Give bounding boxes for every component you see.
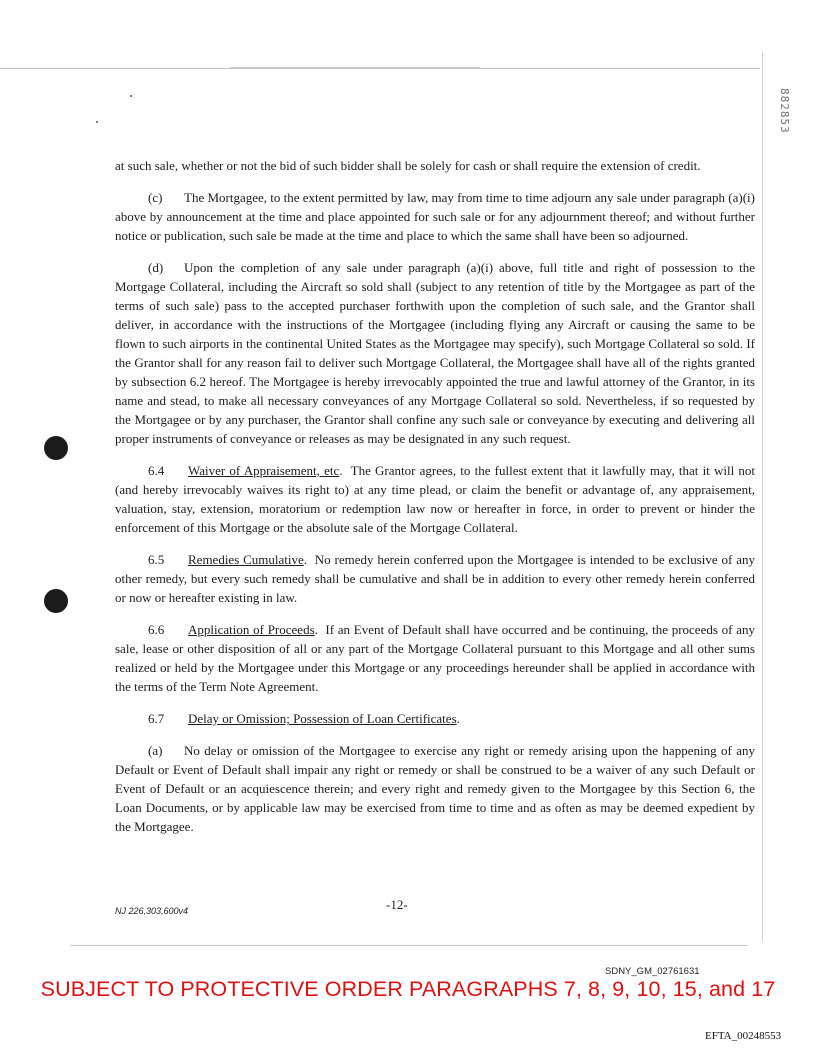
section-6-5: 6.5 Remedies Cumulative. No remedy herein conferred upon the Mortgagee is intended to be exclusive of any other remedy, but every such remedy shall be cumulative and shall be in addition to every other remedy herein conferred or now or hereafter existing in law.: [115, 552, 755, 605]
paragraph-a-text: No delay or omission of the Mortgagee to exercise any right or remedy arising upon the happening of any Default or Event of Default shall impair any right or remedy or shall be construed to be a waiver of any such Default or Event of Default or an acquiescence therein; and every right and remedy given to the Mortgagee by this Section 6, the Loan Documents, or by applicable law may be exercised from time to time and as often as may be deemed expedient by the Mortgagee.: [115, 743, 755, 834]
scan-stamp-code: 882853: [778, 88, 791, 134]
efta-number: EFTA_00248553: [705, 1030, 782, 1042]
paragraph-continuation: at such sale, whether or not the bid of such bidder shall be solely for cash or shall require the extension of credit.: [115, 158, 701, 173]
section-6-4-heading: Waiver of Appraisement, etc: [188, 463, 340, 478]
scan-right-edge: [762, 52, 763, 942]
paragraph-c-label: (c): [148, 190, 163, 205]
section-6-4-text: The Grantor agrees, to the fullest extent that it lawfully may, that it will not (and hereby irrevocably waives its right to) at any time plead, or claim the benefit or advantage of, any appraisement, valuation, stay, extension, moratorium or redemption law now or hereafter in force, in order to prevent or hinder the enforcement of this Mortgage or the absolute sale of the Mortgage Collateral.: [115, 463, 756, 535]
section-6-5-heading: Remedies Cumulative: [188, 552, 304, 567]
section-6-6-number: 6.6: [148, 622, 165, 637]
scan-bottom-rule: [70, 945, 748, 946]
protective-order-banner: SUBJECT TO PROTECTIVE ORDER PARAGRAPHS 7, 8, 9, 10, 15, and 17: [40, 977, 776, 1001]
paragraph-c-text: The Mortgagee, to the extent permitted by law, may from time to time adjourn any sale under paragraph (a)(i) above by announcement at the time and place appointed for such sale or for any adjournment thereof; and without further notice or publication, such sale be made at the time and place to which the same shall have been so adjourned.: [115, 190, 755, 243]
section-6-6-text: If an Event of Default shall have occurred and be continuing, the proceeds of any sale, lease or other disposition of all or any part of the Mortgage Collateral pursuant to this Mortgage and all other sums realized or held by the Mortgagee under this Mortgage or any proceedings hereunder shall be applied in accordance with the terms of the Term Note Agreement.: [115, 622, 755, 694]
scan-speck: [96, 121, 98, 123]
scan-top-rule: [0, 68, 760, 69]
bates-number: SDNY_GM_02761631: [605, 966, 700, 977]
section-6-5-text: No remedy herein conferred upon the Mortgagee is intended to be exclusive of any other remedy, but every such remedy shall be cumulative and shall be in addition to every other remedy herein conferred or now or hereafter existing in law.: [115, 552, 755, 605]
paragraph-d-text: Upon the completion of any sale under paragraph (a)(i) above, full title and right of possession to the Mortgage Collateral, including the Aircraft so sold shall (subject to any retention of title by the Mortgagee as part of the terms of such sale) pass to the accepted purchaser forthwith upon the completion of such sale, and the Grantor shall deliver, in accordance with the instructions of the Mortgagee (including flying any Aircraft or causing the same to be flown to such airports in the continental United States as the Mortgagee may specify), such Mortgage Collateral so sold. If the Grantor shall for any reason fail to deliver such Mortgage Collateral, the Mortgagee shall have all of the rights granted by subsection 6.2 hereof. The Mortgagee is hereby irrevocably appointed the true and lawful attorney of the Grantor, in its name and stead, to make all necessary conveyances of any Mortgage Collateral so sold. Nevertheless, if so requested by the Mortgagee or by any purchaser, the Grantor shall confine any such sale or conveyance by executing and delivering all proper instruments of conveyance or releases as may be designated in any such request.: [115, 260, 755, 446]
scan-speck: [130, 95, 132, 97]
section-6-5-number: 6.5: [148, 552, 165, 567]
section-6-7: 6.7 Delay or Omission; Possession of Loan Certificates.: [148, 711, 460, 726]
scan-top-rule-faint: [230, 67, 480, 68]
section-6-6-heading: Application of Proceeds: [188, 622, 315, 637]
section-6-7-number: 6.7: [148, 711, 165, 726]
paragraph-a: [115, 741, 755, 836]
section-6-4-number: 6.4: [148, 463, 165, 478]
section-6-4: 6.4 Waiver of Appraisement, etc. The Grantor agrees, to the fullest extent that it lawfully may, that it will not (and hereby irrevocably waives its right to) at any time plead, or claim the benefit or advantage of, any appraisement, valuation, stay, extension, moratorium or redemption law now or hereafter in force, in order to prevent or hinder the enforcement of this Mortgage or the absolute sale of the Mortgage Collateral.: [115, 463, 756, 535]
page-number: -12-: [386, 897, 408, 912]
paragraph-a-label: (a): [148, 743, 163, 758]
section-6-7-heading: Delay or Omission; Possession of Loan Certificates: [188, 711, 457, 726]
paragraph-d: [115, 258, 755, 448]
punch-hole: [44, 436, 68, 460]
section-6-6: 6.6 Application of Proceeds. If an Event of Default shall have occurred and be continuing, the proceeds of any sale, lease or other disposition of all or any part of the Mortgage Collateral pursuant to this Mortgage and all other sums realized or held by the Mortgagee under this Mortgage or any proceedings hereunder shall be applied in accordance with the terms of the Term Note Agreement.: [115, 622, 755, 694]
paragraph-c: [115, 188, 755, 245]
document-body: [115, 156, 755, 849]
document-code: NJ 226,303,600v4: [115, 906, 189, 916]
paragraph-d-label: (d): [148, 260, 164, 275]
punch-hole: [44, 589, 68, 613]
